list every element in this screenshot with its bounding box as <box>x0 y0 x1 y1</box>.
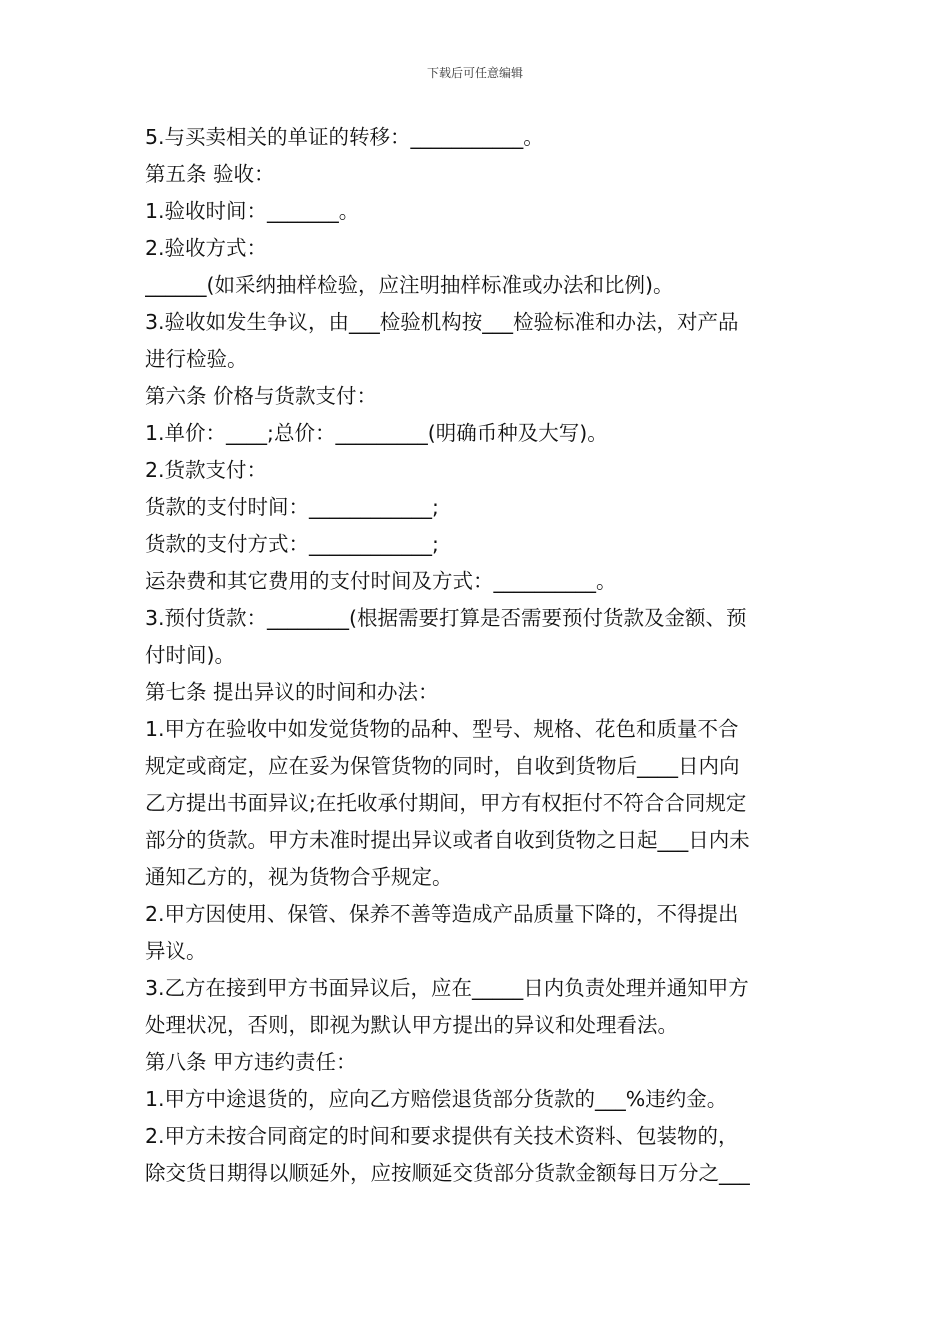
text-line: 处理状况，否则，即视为默认甲方提出的异议和处理看法。 <box>145 1013 678 1037</box>
text-line: ______(如采纳抽样检验，应注明抽样标准或办法和比例)。 <box>145 273 674 297</box>
text-line: 货款的支付方式：____________; <box>145 532 439 556</box>
text-line: 通知乙方的，视为货物合乎规定。 <box>145 865 453 889</box>
text-line: 3.预付货款：________(根据需要打算是否需要预付货款及金额、预 <box>145 606 747 630</box>
text-line: 付时间)。 <box>145 643 235 667</box>
document-body <box>145 119 810 1192</box>
text-line: 5.与买卖相关的单证的转移：___________。 <box>145 125 544 149</box>
text-line: 运杂费和其它费用的支付时间及方式：__________。 <box>145 569 617 593</box>
text-line: 规定或商定，应在妥为保管货物的同时，自收到货物后____日内向 <box>145 754 740 778</box>
text-line: 部分的货款。甲方未准时提出异议或者自收到货物之日起___日内未 <box>145 828 750 852</box>
text-line: 货款的支付时间：____________; <box>145 495 439 519</box>
text-line: 进行检验。 <box>145 347 248 371</box>
text-line: 1.单价：____;总价：_________(明确币种及大写)。 <box>145 421 608 445</box>
section-heading: 第六条 价格与货款支付： <box>145 384 378 408</box>
text-line: 2.货款支付： <box>145 458 268 482</box>
text-line: 乙方提出书面异议;在托收承付期间，甲方有权拒付不符合合同规定 <box>145 791 747 815</box>
text-line: 2.甲方因使用、保管、保养不善等造成产品质量下降的，不得提出 <box>145 902 739 926</box>
text-line: 1.甲方中途退货的，应向乙方赔偿退货部分货款的___%违约金。 <box>145 1087 728 1111</box>
section-heading: 第五条 验收： <box>145 162 275 186</box>
section-heading: 第七条 提出异议的时间和办法： <box>145 680 439 704</box>
text-line: 异议。 <box>145 939 207 963</box>
text-line: 1.验收时间：_______。 <box>145 199 360 223</box>
page-header: 下载后可任意编辑 <box>426 66 523 80</box>
text-line: 1.甲方在验收中如发觉货物的品种、型号、规格、花色和质量不合 <box>145 717 739 741</box>
text-line: 3.验收如发生争议，由___检验机构按___检验标准和办法，对产品 <box>145 310 739 334</box>
section-heading: 第八条 甲方违约责任： <box>145 1050 357 1074</box>
text-line: 2.甲方未按合同商定的时间和要求提供有关技术资料、包装物的， <box>145 1124 739 1148</box>
text-line: 2.验收方式： <box>145 236 268 260</box>
text-line: 除交货日期得以顺延外，应按顺延交货部分货款金额每日万分之___ <box>145 1161 750 1185</box>
text-line: 3.乙方在接到甲方书面异议后，应在_____日内负责处理并通知甲方 <box>145 976 749 1000</box>
